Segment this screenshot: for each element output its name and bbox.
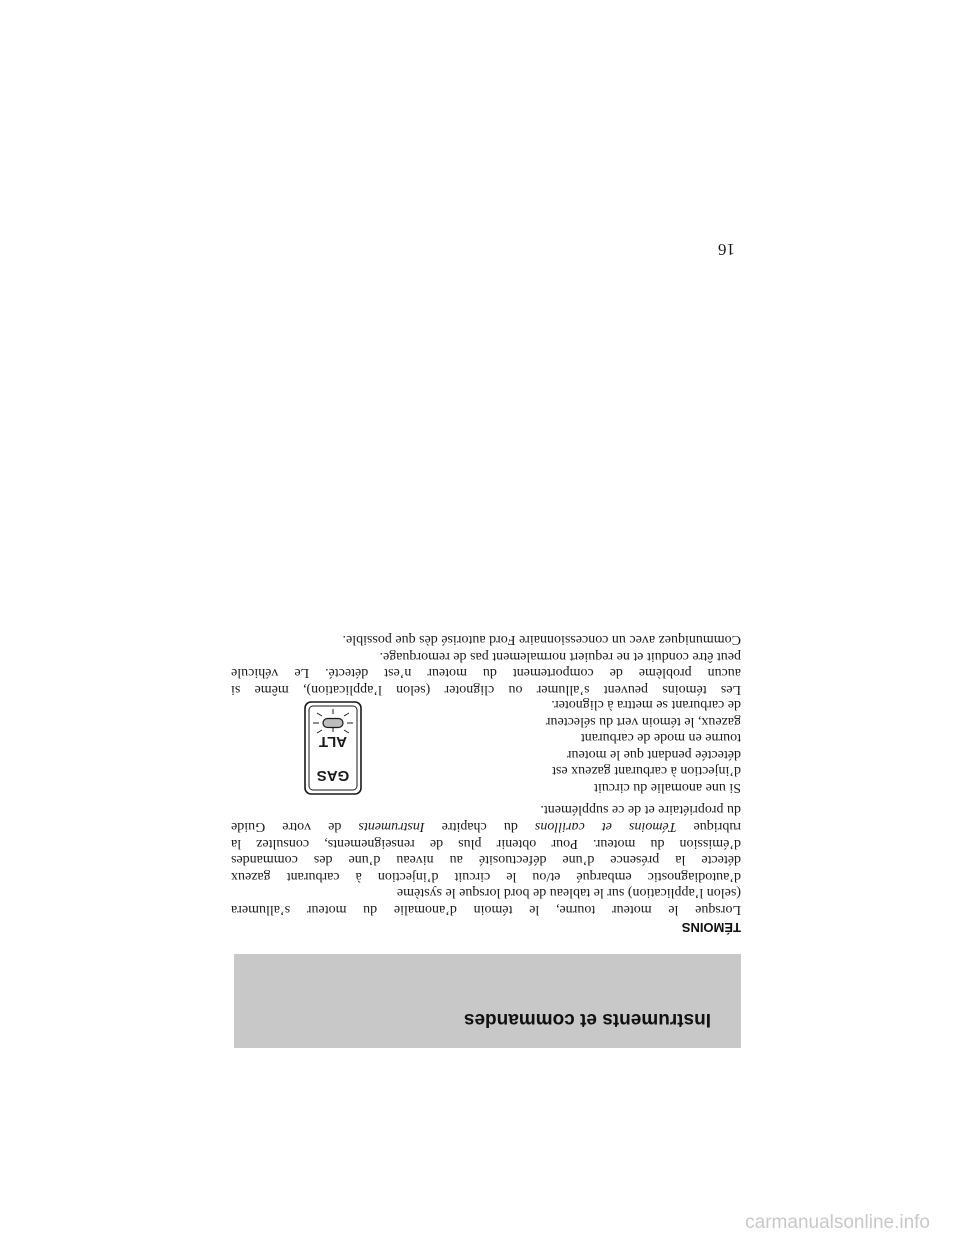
reference-title: Instruments (358, 819, 425, 835)
text-line: aucun problème de comportement du moteur n’est détecté. Le véhicule (231, 665, 741, 681)
text-line: gazeux, le témoin vert du sélecteur (545, 713, 741, 729)
indicator-lamp (323, 719, 343, 728)
text-line: Si une anomalie du circuit (594, 780, 741, 795)
text-line: Les témoins peuvent s’allumer ou clignoter (selon l’application), même si (231, 682, 741, 697)
text-line: détecte la présence d’une défectuosité au niveau d’une des commandes (231, 852, 741, 868)
text-line: d’émission du moteur. Pour obtenir plus de renseignements, consultez la (231, 835, 741, 851)
page-number: 16 (718, 240, 735, 259)
section-heading: TÉMOINS (681, 920, 741, 935)
reference-title: Témoins et carillons (534, 819, 677, 835)
text-line: de carburant se mettra à clignoter. (551, 697, 741, 713)
text-line: détectée pendant que le moteur (566, 746, 741, 762)
paragraph-lights-note (231, 631, 741, 697)
text-line: Lorsque le moteur tourne, le témoin d’anomalie du moteur s’allumera (231, 902, 741, 917)
text-line-with-references (231, 817, 741, 834)
text-run: du chapitre (424, 819, 535, 835)
text-line: Communiquez avec un concessionnaire Ford autorisé dès que possible. (342, 632, 741, 648)
gas-label: GAS (316, 767, 350, 784)
paragraph-fuel-selector (501, 695, 741, 795)
text-line: tourne en mode de carburant (580, 730, 741, 746)
text-run: rubrique (676, 819, 741, 835)
text-line: d’injection à carburant gazeux est (552, 763, 741, 779)
text-line: peut être conduit et ne requiert normalement pas de remorquage. (379, 648, 741, 664)
chapter-title: Instruments et commandes (463, 1009, 711, 1030)
fuel-selector-light-icon (303, 700, 363, 796)
text-line: du propriétaire et de ce supplément. (540, 802, 741, 818)
text-line: (selon l’application) sur le tableau de bord lorsque le système (396, 885, 741, 901)
watermark: carmanualsonline.info (745, 1212, 930, 1233)
text-run: de votre Guide (231, 819, 359, 835)
section-header-band (234, 954, 741, 1048)
alt-label: ALT (318, 733, 348, 750)
paragraph-engine-warning (231, 801, 741, 917)
text-line: d’autodiagnostic embarqué et/ou le circuit d’injection à carburant gazeux (231, 868, 741, 884)
